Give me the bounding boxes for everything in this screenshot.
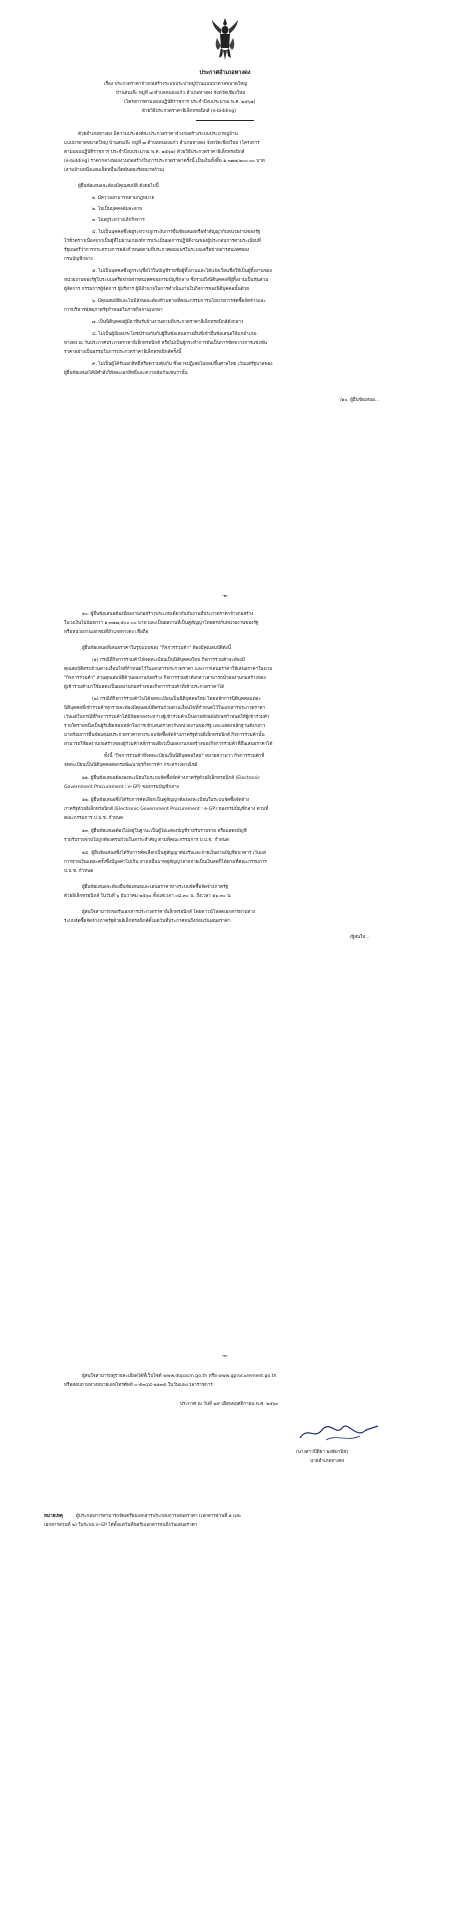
- intro-line-5: (สามล้านหนึ่งแสนเจ็ดหมื่นเจ็ดพันสองร้อยบาทถ้วน): [64, 168, 165, 173]
- note-line-2: เอกสารส่วนที่ ๒) ในระบบ e-GP ได้ตั้งแต่วันที่ขอรับเอกสารจนถึงวันเสนอราคา: [44, 1523, 198, 1528]
- p11-line-1: ๑๑. ผู้ยื่นข้อเสนอต้องลงทะเบียนในระบบจัดซื้อจัดจ้างภาครัฐด้วยอิเล็กทรอนิกส์ (Electronic: [82, 776, 260, 781]
- page-1-continuation: /๑๐. ผู้ยื่นข้อเสนอ...: [340, 398, 380, 403]
- intro-line-1: ด้วยอำเภอหางดง มีความประสงค์จะประกวดราคาจ้างก่อสร้างระบบประปาหมู่บ้าน: [78, 132, 238, 137]
- p12-line-3: คณะกรรมการ ป.ป.ช. กำหนด: [64, 816, 124, 821]
- jv-definition-line-1: ทั้งนี้ "กิจการร่วมค้าที่จดทะเบียนเป็นนิติบุคคลใหม่" หมายความว่า กิจการร่วมค้าที่: [104, 754, 265, 759]
- p10-line-2: ในวงเงินไม่น้อยกว่า ๑,๓๗๗,๕๐๐.๐๐ บาท และเป็นผลงานที่เป็นคู่สัญญาโดยตรงกับหน่วยงานของรัฐ: [64, 621, 259, 626]
- qual-5-line-2: หน่วยงานของรัฐในระบบเครือข่ายสารสนเทศของกรมบัญชีกลาง ซึ่งรวมถึงนิติบุคคลที่ผู้ทิ้งงานเป็นหุ้นส่วน: [64, 278, 269, 283]
- garuda-emblem-icon: [211, 16, 239, 62]
- jv1-line-2: คุณสมบัติครบถ้วนตามเงื่อนไขที่กำหนดไว้ในเอกสารประกวดราคา และการเสนอราคาให้เสนอราคาในนาม: [64, 667, 273, 672]
- header-divider: [196, 120, 254, 121]
- page-2: [0, 590, 450, 1340]
- announcement-date: ประกาศ ณ วันที่ ๒๙ เดือนพฤศจิกายน พ.ศ. ๒๕๖๐: [180, 1402, 279, 1407]
- jv1-line-4: ผู้เข้าร่วมค้ามาใช้แสดงเป็นผลงานก่อสร้างของกิจการร่วมค้าที่เข้าประกวดราคาได้: [64, 685, 225, 690]
- signature-icon: [296, 1422, 382, 1444]
- p10-line-3: หรือหน่วยงานเอกชนที่อำเภอหางดง เชื่อถือ: [64, 630, 149, 635]
- documents-line-2: ระบบจัดซื้อจัดจ้างภาครัฐด้วยอิเล็กทรอนิกส์ตั้งแต่วันที่ประกาศจนถึงก่อนวันเสนอราคา: [64, 919, 231, 924]
- website-line-1: ผู้สนใจสามารถดูรายละเอียดได้ที่เว็บไซต์ www.dopacm.go.th หรือ www.gprocurement.go.th: [82, 1374, 277, 1379]
- qualifications-heading: ผู้ยื่นข้อเสนอจะต้องมีคุณสมบัติ ดังต่อไปนี้: [78, 184, 159, 189]
- intro-line-3: ตามแผนปฏิบัติราชการ ประจำปีงบประมาณ พ.ศ. ๒๕๖๑) ด้วยวิธีประกวดราคาอิเล็กทรอนิกส์: [64, 150, 245, 155]
- page-3-number: -๓-: [221, 1354, 229, 1359]
- note-label: หมายเหตุ: [44, 1514, 63, 1519]
- page-1: [0, 0, 450, 575]
- p13-line-2: รายรับรายจ่ายไม่ถูกต้องครบถ้วนในสาระสำคัญ ตามที่คณะกรรมการ ป.ป.ช. กำหนด: [64, 838, 229, 843]
- qual-4-line-2: ไว้ชั่วคราวเนื่องจากเป็นผู้ที่ไม่ผ่านเกณฑ์การประเมินผลการปฏิบัติงานของผู้ประกอบการตามระเบียบที่: [64, 239, 261, 244]
- qual-5-line-1: ๕. ไม่เป็นบุคคลซึ่งถูกระบุชื่อไว้ในบัญชีรายชื่อผู้ทิ้งงานและได้แจ้งเวียนชื่อให้เป็นผู้ทิ้งงานของ: [92, 269, 272, 274]
- qual-1: ๑. มีความสามารถตามกฎหมาย: [92, 196, 155, 201]
- jv2-line-6: สามารถใช้ผลงานก่อสร้างของผู้ร่วมค้าหลักรายเดียวเป็นผลงานก่อสร้างของกิจการร่วมค้าที่ยื่นเสนอราคาได้: [64, 742, 273, 747]
- p14-line-3: ป.ป.ช. กำหนด: [64, 869, 94, 874]
- qual-9-line-1: ๙. ไม่เป็นผู้ได้รับเอกสิทธิ์หรือความคุ้มกัน ซึ่งอาจปฏิเสธไม่ยอมขึ้นศาลไทย เว้นแต่รัฐบาลของ: [92, 362, 273, 367]
- subject-line-3: (โครงการตามแผนปฏิบัติราชการ ประจำปีงบประมาณ พ.ศ. ๒๕๖๑): [124, 100, 256, 105]
- org-title: ประกาศอำเภอหางดง: [199, 70, 251, 76]
- p11-line-2: Government Procurement : e-GP) ของกรมบัญชีกลาง: [64, 785, 179, 790]
- jv2-line-1: (๒) กรณีที่กิจการร่วมค้าไม่ได้จดทะเบียนเป็นนิติบุคคลใหม่ โดยหลักการนิติบุคคลแต่ละ: [92, 697, 261, 702]
- jv1-line-1: (๑) กรณีที่กิจการร่วมค้าได้จดทะเบียนเป็นนิติบุคคลใหม่ กิจการร่วมค้าจะต้องมี: [92, 658, 245, 663]
- p10-line-1: ๑๐. ผู้ยื่นข้อเสนอต้องมีผลงานก่อสร้างประเภทเดียวกันกับงานที่ประกวดราคาจ้างก่อสร้าง: [82, 612, 254, 617]
- intro-line-2: แบบบาดาลขนาดใหญ่ บ้านสนเจ๊ะ หมู่ที่ ๗ ตำบลหนองแก๋ว อำเภอหางดง จังหวัดเชียงใหม่ (โครงการ: [64, 141, 260, 146]
- p12-line-1: ๑๒. ผู้ยื่นข้อเสนอซึ่งได้รับการคัดเลือกเป็นคู่สัญญาต้องลงทะเบียนในระบบจัดซื้อจัดจ้าง: [82, 798, 250, 803]
- qual-6-line-1: ๖. มีคุณสมบัติและไม่มีลักษณะต้องห้ามตามที่คณะกรรมการนโยบายการจัดซื้อจัดจ้างและ: [92, 299, 266, 304]
- subject-line-2: บ้านสนเจ๊ะ หมู่ที่ ๗ ตำบลหนองแก๋ว อำเภอหางดง จังหวัดเชียงใหม่: [116, 91, 246, 96]
- p13-line-1: ๑๓. ผู้ยื่นข้อเสนอต้องไม่อยู่ในฐานะเป็นผู้ไม่แสดงบัญชีรายรับรายจ่าย หรือแสดงบัญชี: [82, 829, 247, 834]
- qual-8-line-2: หางดง ณ วันประกาศประกวดราคาอิเล็กทรอนิกส์ หรือไม่เป็นผู้กระทำการอันเป็นการขัดขวางการแข่งขัน: [64, 341, 267, 346]
- intro-line-4: (e-bidding) ราคากลางของงานก่อสร้างในการประกวดราคาครั้งนี้ เป็นเงินทั้งสิ้น ๑,๓๗๗,๒๐๐.๐๐ บาท: [64, 159, 265, 164]
- note-line-1: ผู้ประกอบการสามารถจัดเตรียมเอกสารประกอบการเสนอราคา (เอกสารส่วนที่ ๑ และ: [76, 1514, 242, 1519]
- jv1-line-3: "กิจการร่วมค้า" ส่วนคุณสมบัติด้านผลงานก่อสร้าง กิจการร่วมค้าดังกล่าวสามารถนำผลงานก่อสร้างของ: [64, 676, 266, 681]
- page-3: [0, 1350, 450, 1926]
- jv2-line-2: นิติบุคคลที่เข้าร่วมค้าทุกรายจะต้องมีคุณสมบัติครบถ้วนตามเงื่อนไขที่กำหนดไว้ในเอกสารประกวดราคา: [64, 706, 266, 711]
- joint-venture-heading: ผู้ยื่นข้อเสนอที่เสนอราคาในรูปแบบของ "กิจการร่วมค้า" ต้องมีคุณสมบัติดังนี้: [82, 646, 232, 651]
- signer-name: (นางสาวปิติยา พงษ์พานิช): [296, 1450, 349, 1455]
- qual-4-line-4: กรมบัญชีกลาง: [64, 257, 93, 262]
- qual-9-line-2: ผู้ยื่นข้อเสนอได้มีคำสั่งให้สละเอกสิทธิ์และความคุ้มกันเช่นว่านั้น: [64, 371, 188, 376]
- jv2-line-3: เว้นแต่ในกรณีที่กิจการร่วมค้าได้มีข้อตกลงระหว่างผู้เข้าร่วมค้าเป็นลายลักษณ์อักษรกำหนดให้ผู้เข้าร่วมค้า: [64, 715, 270, 720]
- subject-line-1: เรื่อง ประกวดราคาจ้างก่อสร้างระบบประปาหมู่บ้านแบบบาดาลขนาดใหญ่: [104, 82, 248, 87]
- subject-line-4: ด้วยวิธีประกวดราคาอิเล็กทรอนิกส์ (e-bidding): [142, 109, 237, 114]
- qual-8-line-1: ๘. ไม่เป็นผู้มีผลประโยชน์ร่วมกันกับผู้ยื่นข้อเสนอรายอื่นที่เข้ายื่นข้อเสนอให้แก่อำเภอ-: [92, 332, 258, 337]
- submission-line-1: ผู้ยื่นข้อเสนอจะต้องยื่นข้อเสนอและเสนอราคาทางระบบจัดซื้อจัดจ้างภาครัฐ: [82, 885, 229, 890]
- qual-4-line-1: ๔. ไม่เป็นบุคคลซึ่งอยู่ระหว่างถูกระงับการยื่นข้อเสนอหรือทำสัญญากับหน่วยงานของรัฐ: [92, 230, 261, 235]
- qual-4-line-3: รัฐมนตรีว่าการกระทรวงการคลังกำหนดตามที่ประกาศเผยแพร่ในระบบเครือข่ายสารสนเทศของ: [64, 248, 250, 253]
- page-2-number: -๒-: [221, 594, 229, 599]
- documents-line-1: ผู้สนใจสามารถขอรับเอกสารประกวดราคาอิเล็กทรอนิกส์ โดยดาวน์โหลดเอกสารผ่านทาง: [82, 910, 256, 915]
- jv2-line-4: รายใดรายหนึ่งเป็นผู้รับผิดชอบหลักในการเข้าเสนอราคากับหน่วยงานของรัฐ และแสดงหลักฐานดังกล่าว: [64, 724, 266, 729]
- submission-line-2: ด้วยอิเล็กทรอนิกส์ ในวันที่ ๖ ธันวาคม ๒๕๖๐ ตั้งแต่เวลา ๐๘.๓๐ น. ถึงเวลา ๑๖.๓๐ น.: [64, 894, 232, 899]
- qual-7: ๗. เป็นนิติบุคคลผู้มีอาชีพรับจ้างงานตามที่ประกวดราคาอิเล็กทรอนิกส์ดังกล่าว: [92, 320, 244, 325]
- qual-6-line-2: การบริหารพัสดุภาครัฐกำหนดในราชกิจจานุเบกษา: [64, 308, 163, 313]
- signer-position: นายอำเภอหางดง: [310, 1459, 345, 1464]
- jv2-line-5: มาพร้อมการยื่นข้อเสนอประกวดราคาทางระบบจัดซื้อจัดจ้างภาครัฐด้วยอิเล็กทรอนิกส์ กิจการร่วมค้านั้น: [64, 733, 265, 738]
- qual-5-line-3: ผู้จัดการ กรรมการผู้จัดการ ผู้บริหาร ผู้มีอำนาจในการดำเนินงานในกิจการของนิติบุคคลนั้นด้วย: [64, 287, 249, 292]
- jv-definition-line-2: จดทะเบียนเป็นนิติบุคคลต่อกรมพัฒนาธุรกิจการค้า กระทรวงพาณิชย์: [64, 763, 198, 768]
- p14-line-1: ๑๔. ผู้ยื่นข้อเสนอซึ่งได้รับการคัดเลือกเป็นคู่สัญญาต้องรับและจ่ายเงินผ่านบัญชีธนาคาร เว้นแต่: [82, 851, 266, 856]
- qual-2: ๒. ไม่เป็นบุคคลล้มละลาย: [92, 207, 143, 212]
- website-line-2: หรือสอบถามทางหมายเลขโทรศัพท์ ๐-๕๓๔๔-๑๑๓๕ ในวันและเวลาราชการ: [64, 1383, 213, 1388]
- p12-line-2: ภาครัฐด้วยอิเล็กทรอนิกส์ (Electronic Government Procurement : e-GP) ของกรมบัญชีกลาง ตามที่: [64, 807, 269, 812]
- p14-line-2: การจ่ายเงินแต่ละครั้งซึ่งมีมูลค่าไม่เกิน สามหมื่นบาทคู่สัญญาอาจจ่ายเป็นเงินสดก็ได้ตามที่คณะกรรมการ: [64, 860, 267, 865]
- page-2-continuation: /ผู้สนใจ...: [350, 935, 370, 940]
- qual-3: ๓. ไม่อยู่ระหว่างเลิกกิจการ: [92, 218, 145, 223]
- qual-8-line-3: ราคาอย่างเป็นธรรมในการประกวดราคาอิเล็กทรอนิกส์ครั้งนี้: [64, 350, 182, 355]
